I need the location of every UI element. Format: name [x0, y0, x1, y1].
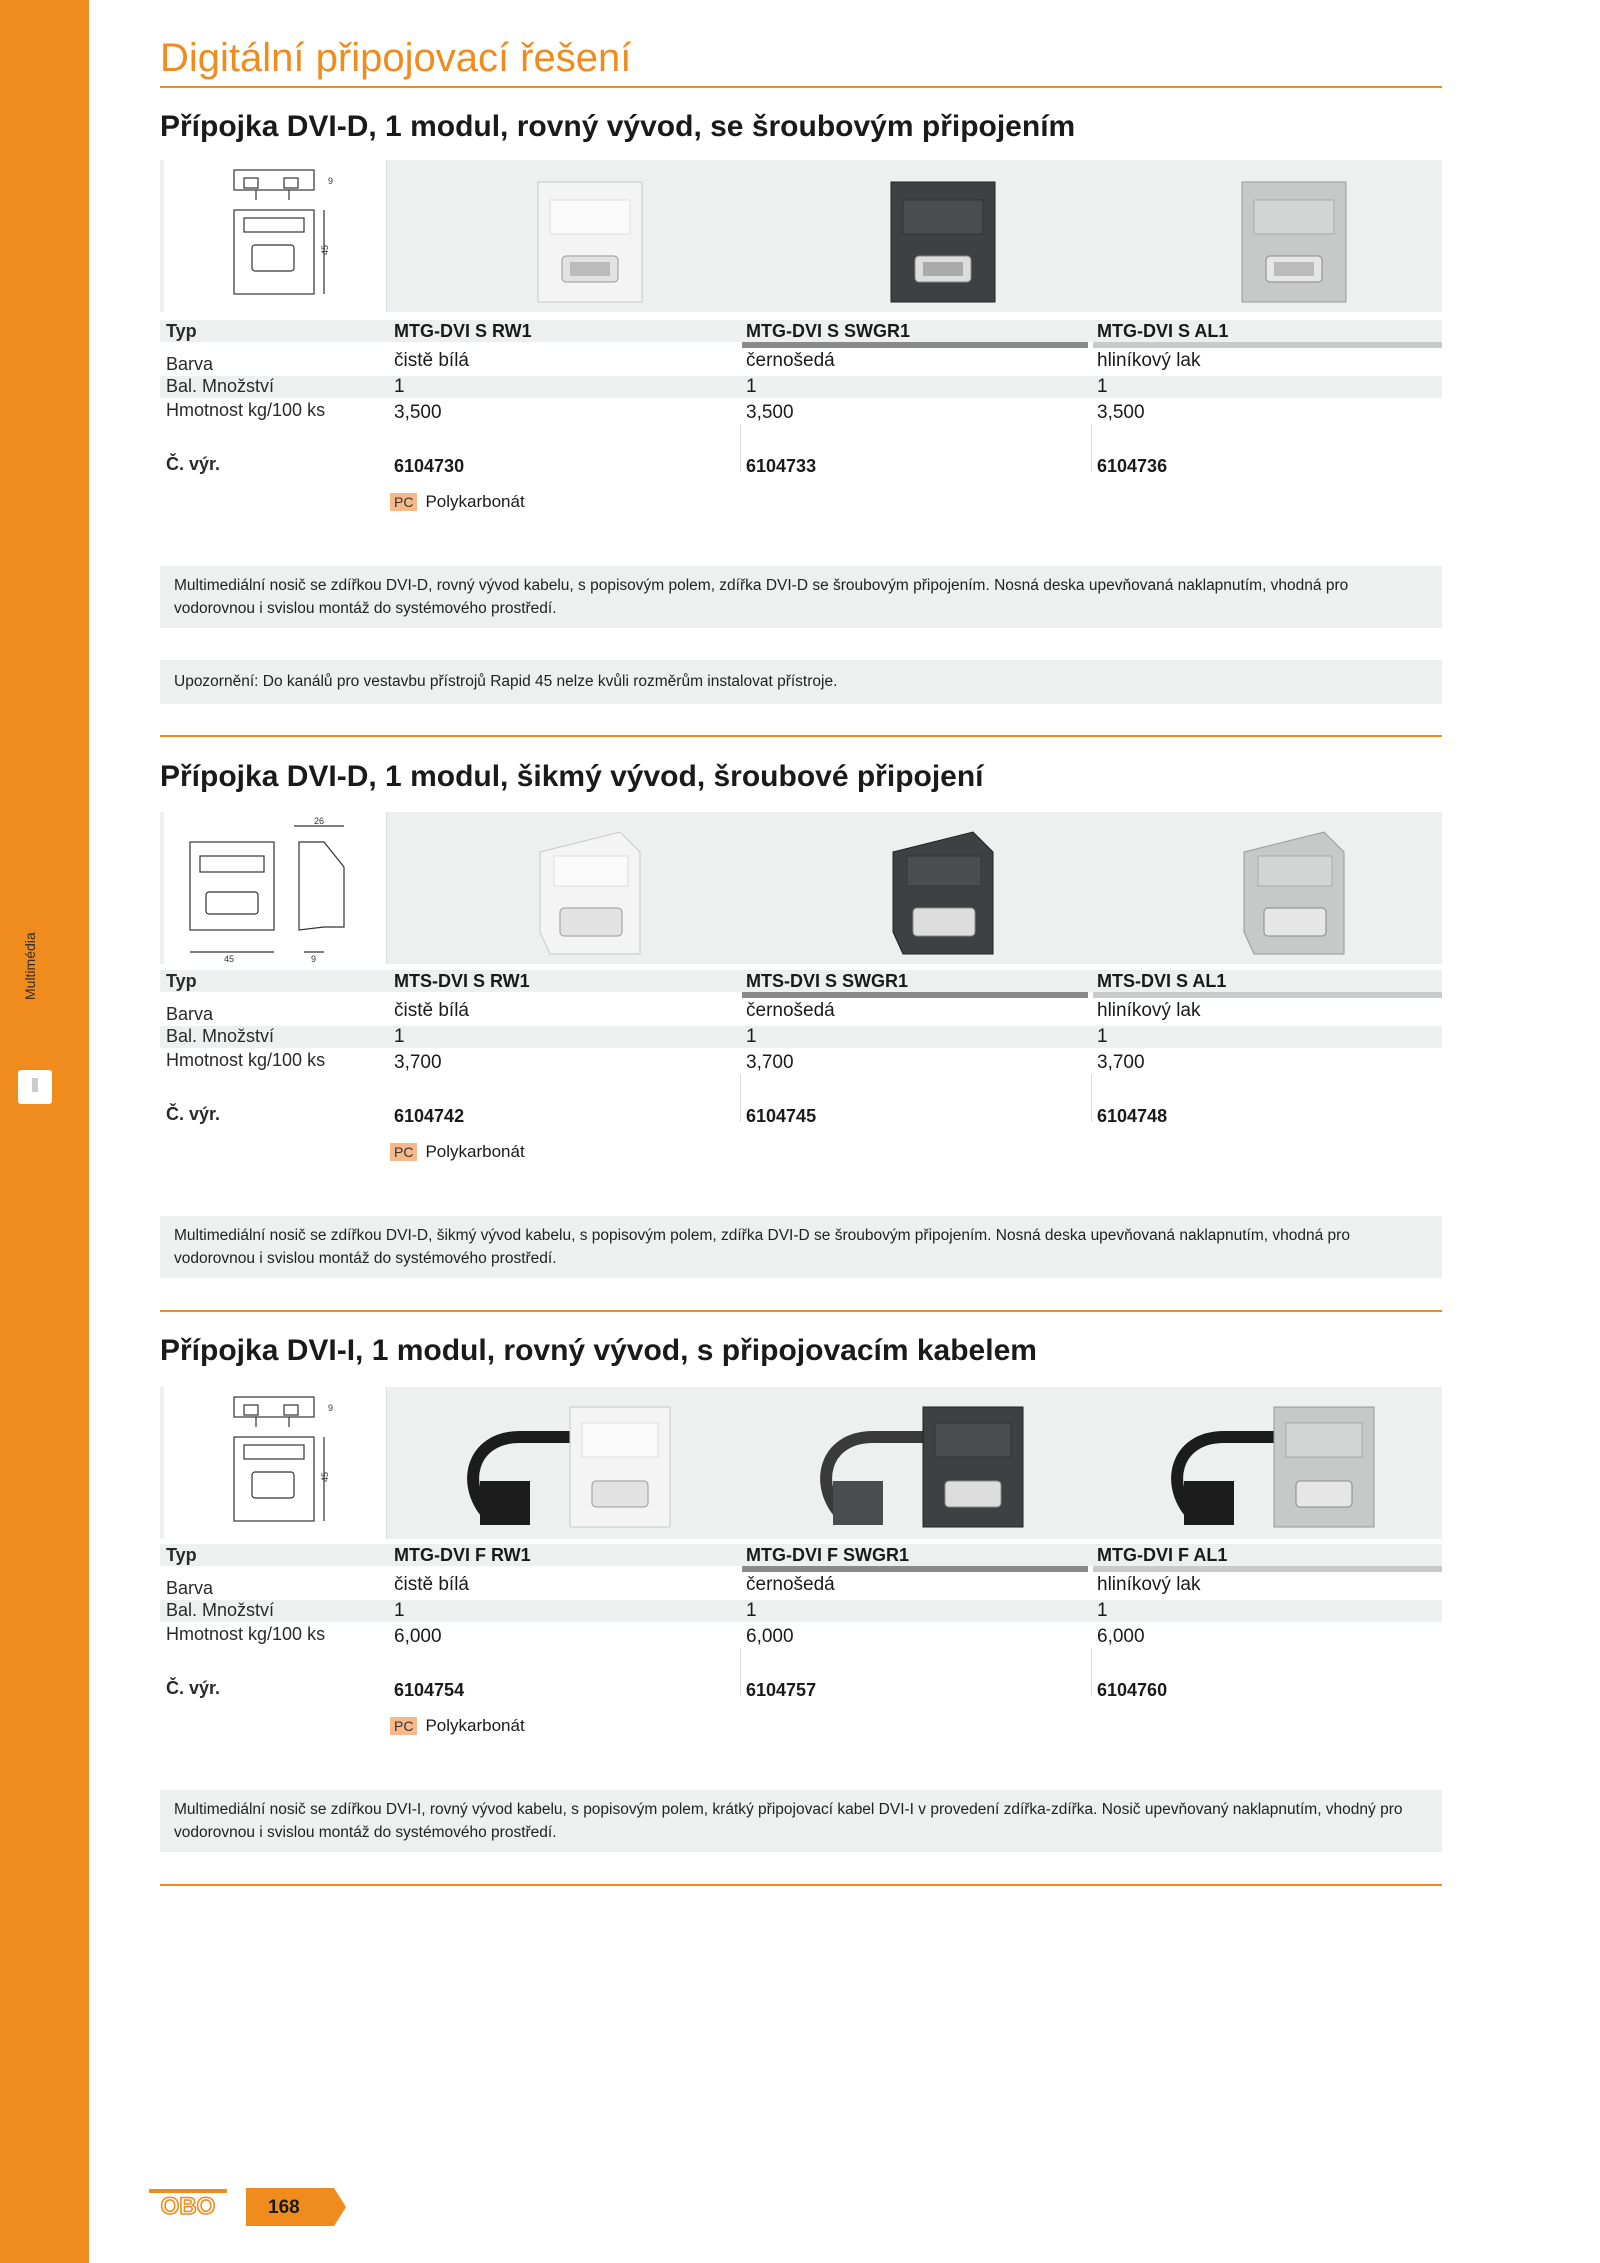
type-cell: MTG-DVI F AL1: [1097, 1545, 1228, 1565]
technical-drawing: [164, 1387, 387, 1539]
material: PC Polykarbonát: [390, 492, 525, 512]
section-title: Přípojka DVI-D, 1 modul, rovný vývod, se šroubovým připojením: [160, 110, 1076, 143]
description: Multimediální nosič se zdířkou DVI-I, rovný vývod kabelu, s popisovým polem, krátký připojovací kabel DVI-I v provedení zdířka-zdířka. Nosič upevňovaný naklapnutím, vhodný pro vodorovnou i svislou montáž do systémového prostředí.: [160, 1790, 1442, 1852]
material: PC Polykarbonát: [390, 1716, 525, 1736]
svg-text:9: 9: [328, 176, 334, 186]
color-bar-black: [742, 342, 1088, 348]
svg-text:45: 45: [224, 954, 235, 964]
obo-logo: [148, 2186, 228, 2218]
section-3: [160, 1334, 1442, 1854]
row-weight: Hmotnost kg/100 ks 3,500 3,500 3,500: [166, 400, 1145, 423]
note: Upozornění: Do kanálů pro vestavbu přístrojů Rapid 45 nelze kvůli rozměrům instalovat přístroje.: [160, 660, 1442, 704]
color-bar-aluminium: [1093, 342, 1442, 348]
section-title: Přípojka DVI-D, 1 modul, šikmý vývod, šroubové připojení: [160, 760, 984, 793]
color-bar-black: [742, 992, 1088, 998]
material: PC Polykarbonát: [390, 1142, 525, 1162]
row-type: Typ MTS-DVI S RW1 MTS-DVI S SWGR1 MTS-DVI S AL1: [160, 970, 1442, 992]
product-image-aluminium: [1154, 1397, 1394, 1537]
product-image-black: [803, 1397, 1043, 1537]
type-cell: MTG-DVI S RW1: [394, 321, 532, 341]
product-image-white: [490, 170, 690, 310]
page-number: 168: [268, 2197, 300, 2218]
section-2: [160, 760, 1442, 1280]
material-badge: PC: [390, 1717, 417, 1735]
product-image-aluminium: [1194, 170, 1394, 310]
outlet-icon: [18, 1070, 52, 1104]
color-bar-black: [742, 1566, 1088, 1572]
row-qty: Bal. Množství 1 1 1: [160, 1600, 1442, 1622]
row-article: Č. výr. 6104754 6104757 6104760: [166, 1678, 1168, 1700]
type-cell: MTG-DVI S AL1: [1097, 321, 1229, 341]
svg-text:45: 45: [320, 244, 330, 255]
type-cell: MTS-DVI S AL1: [1097, 971, 1227, 991]
type-cell: MTS-DVI S SWGR1: [746, 971, 909, 991]
side-label: Multimédia: [22, 932, 38, 1000]
color-bar-aluminium: [1093, 992, 1442, 998]
description: Multimediální nosič se zdířkou DVI-D, šikmý vývod kabelu, s popisovým polem, zdířka DVI-D se šroubovým připojením. Nosná deska upevňovaná naklapnutím, vhodná pro vodorovnou i svislou montáž do systémového prostředí.: [160, 1216, 1442, 1278]
sidebar: [0, 0, 89, 2263]
row-weight: Hmotnost kg/100 ks 6,000 6,000 6,000: [166, 1624, 1145, 1647]
type-cell: MTS-DVI S RW1: [394, 971, 530, 991]
svg-text:OBO: OBO: [160, 2193, 216, 2218]
title-rule: [160, 86, 1442, 88]
type-cell: MTG-DVI F SWGR1: [746, 1545, 909, 1565]
row-qty: Bal. Množství 1 1 1: [160, 1026, 1442, 1048]
svg-text:9: 9: [328, 1403, 334, 1413]
row-color: Barva čistě bílá černošedá hliníkový lak: [166, 1000, 1201, 1024]
product-image-black: [843, 822, 1043, 962]
type-cell: MTG-DVI S SWGR1: [746, 321, 911, 341]
svg-text:9: 9: [311, 954, 317, 964]
row-type: Typ MTG-DVI F RW1 MTG-DVI F SWGR1 MTG-DVI F AL1: [160, 1544, 1442, 1566]
product-image-black: [843, 170, 1043, 310]
row-type: Typ MTG-DVI S RW1 MTG-DVI S SWGR1 MTG-DVI S AL1: [160, 320, 1442, 342]
section-1: [160, 110, 1442, 720]
technical-drawing: [164, 160, 387, 312]
section-rule: [160, 1310, 1442, 1312]
section-rule: [160, 735, 1442, 737]
row-article: Č. výr. 6104742 6104745 6104748: [166, 1104, 1168, 1126]
row-color: Barva čistě bílá černošedá hliníkový lak: [166, 1574, 1201, 1598]
section-rule: [160, 1884, 1442, 1886]
color-bar-white: [390, 342, 736, 348]
description: Multimediální nosič se zdířkou DVI-D, rovný vývod kabelu, s popisovým polem, zdířka DVI-D se šroubovým připojením. Nosná deska upevňovaná naklapnutím, vhodná pro vodorovnou i svislou montáž do systémového prostředí.: [160, 566, 1442, 628]
row-article: Č. výr. 6104730 6104733 6104736: [166, 454, 1168, 476]
product-image-white: [450, 1397, 690, 1537]
type-cell: MTG-DVI F RW1: [394, 1545, 531, 1565]
color-bar-white: [390, 992, 736, 998]
material-badge: PC: [390, 493, 417, 511]
technical-drawing: [164, 812, 387, 964]
color-bar-white: [390, 1566, 736, 1572]
row-color: Barva čistě bílá černošedá hliníkový lak: [166, 350, 1201, 374]
svg-text:45: 45: [320, 1471, 330, 1482]
svg-text:26: 26: [314, 816, 325, 826]
row-weight: Hmotnost kg/100 ks 3,700 3,700 3,700: [166, 1050, 1145, 1073]
color-bar-aluminium: [1093, 1566, 1442, 1572]
product-image-aluminium: [1194, 822, 1394, 962]
material-badge: PC: [390, 1143, 417, 1161]
product-image-white: [490, 822, 690, 962]
section-title: Přípojka DVI-I, 1 modul, rovný vývod, s připojovacím kabelem: [160, 1334, 1037, 1367]
page-title: Digitální připojovací řešení: [160, 36, 632, 80]
row-qty: Bal. Množství 1 1 1: [160, 376, 1442, 398]
